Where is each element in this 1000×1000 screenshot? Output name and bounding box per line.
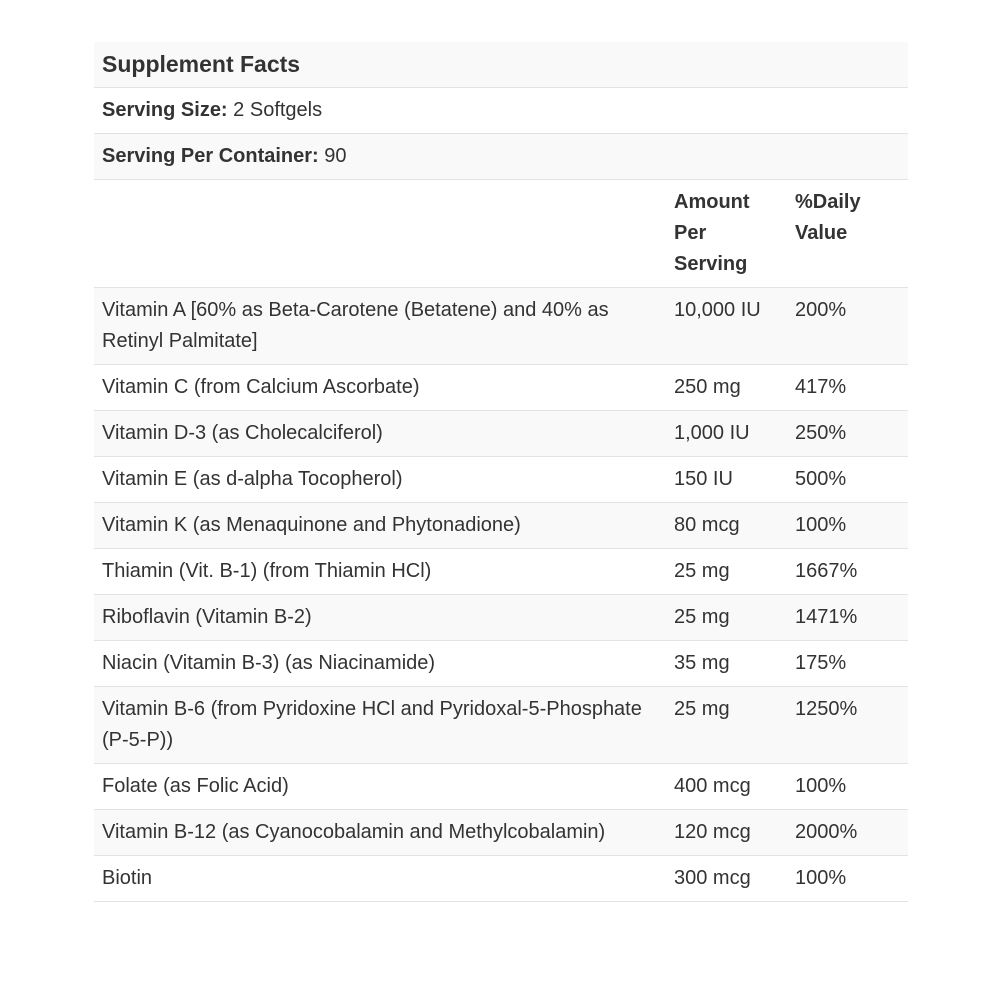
nutrient-daily-value: 100% [787, 503, 908, 549]
nutrient-daily-value: 417% [787, 365, 908, 411]
nutrient-row [94, 764, 908, 810]
nutrient-name: Folate (as Folic Acid) [94, 764, 666, 810]
nutrient-row [94, 595, 908, 641]
nutrient-daily-value: 100% [787, 856, 908, 902]
column-header-dv-line2: Value [795, 222, 848, 244]
nutrient-daily-value: 500% [787, 457, 908, 503]
supplement-facts-panel [94, 42, 908, 902]
nutrient-daily-value: 250% [787, 411, 908, 457]
nutrient-row [94, 810, 908, 856]
servings-per-container-row [94, 134, 908, 180]
nutrient-amount: 250 mg [666, 365, 787, 411]
nutrient-name: Riboflavin (Vitamin B-2) [94, 595, 666, 641]
nutrient-row [94, 288, 908, 365]
nutrient-amount: 35 mg [666, 641, 787, 687]
nutrient-daily-value: 100% [787, 764, 908, 810]
supplement-facts-table [94, 42, 908, 902]
servings-per-container-label: Serving Per Container: [102, 145, 319, 167]
nutrient-daily-value: 2000% [787, 810, 908, 856]
nutrient-amount: 10,000 IU [666, 288, 787, 365]
nutrient-daily-value: 1667% [787, 549, 908, 595]
nutrient-amount: 300 mcg [666, 856, 787, 902]
panel-title: Supplement Facts [94, 42, 908, 88]
nutrient-daily-value: 1250% [787, 687, 908, 764]
nutrient-name: Vitamin C (from Calcium Ascorbate) [94, 365, 666, 411]
nutrient-row [94, 503, 908, 549]
nutrient-name: Niacin (Vitamin B-3) (as Niacinamide) [94, 641, 666, 687]
nutrient-daily-value: 200% [787, 288, 908, 365]
nutrient-daily-value: 175% [787, 641, 908, 687]
column-header-row [94, 180, 908, 288]
nutrient-row [94, 411, 908, 457]
nutrient-row [94, 549, 908, 595]
title-row [94, 42, 908, 88]
nutrient-name: Vitamin B-12 (as Cyanocobalamin and Methylcobalamin) [94, 810, 666, 856]
column-header-amount-line1: Amount [674, 191, 750, 213]
serving-size-row [94, 88, 908, 134]
nutrient-amount: 1,000 IU [666, 411, 787, 457]
serving-size-value: 2 Softgels [233, 99, 323, 121]
column-header-amount-line2: Per [674, 222, 707, 244]
column-header-amount-line3: Serving [674, 253, 748, 275]
nutrient-amount: 25 mg [666, 595, 787, 641]
nutrient-row [94, 457, 908, 503]
nutrient-name: Biotin [94, 856, 666, 902]
serving-size-label: Serving Size: [102, 99, 228, 121]
nutrient-amount: 150 IU [666, 457, 787, 503]
nutrient-row [94, 856, 908, 902]
nutrient-row [94, 687, 908, 764]
servings-per-container-value: 90 [324, 145, 347, 167]
nutrient-name: Thiamin (Vit. B-1) (from Thiamin HCl) [94, 549, 666, 595]
column-header-name [94, 180, 666, 288]
column-header-dv-line1: %Daily [795, 191, 861, 213]
column-header-daily-value [787, 180, 908, 288]
nutrient-name: Vitamin K (as Menaquinone and Phytonadione) [94, 503, 666, 549]
nutrient-amount: 120 mcg [666, 810, 787, 856]
nutrient-name: Vitamin B-6 (from Pyridoxine HCl and Pyridoxal-5-Phosphate (P-5-P)) [94, 687, 666, 764]
nutrient-name: Vitamin D-3 (as Cholecalciferol) [94, 411, 666, 457]
nutrient-row [94, 365, 908, 411]
nutrient-amount: 80 mcg [666, 503, 787, 549]
nutrient-amount: 400 mcg [666, 764, 787, 810]
nutrient-row [94, 641, 908, 687]
nutrient-name: Vitamin E (as d-alpha Tocopherol) [94, 457, 666, 503]
nutrient-daily-value: 1471% [787, 595, 908, 641]
nutrient-amount: 25 mg [666, 687, 787, 764]
serving-size [94, 88, 908, 134]
nutrient-name: Vitamin A [60% as Beta-Carotene (Betatene) and 40% as Retinyl Palmitate] [94, 288, 666, 365]
column-header-amount [666, 180, 787, 288]
servings-per-container [94, 134, 908, 180]
nutrient-amount: 25 mg [666, 549, 787, 595]
